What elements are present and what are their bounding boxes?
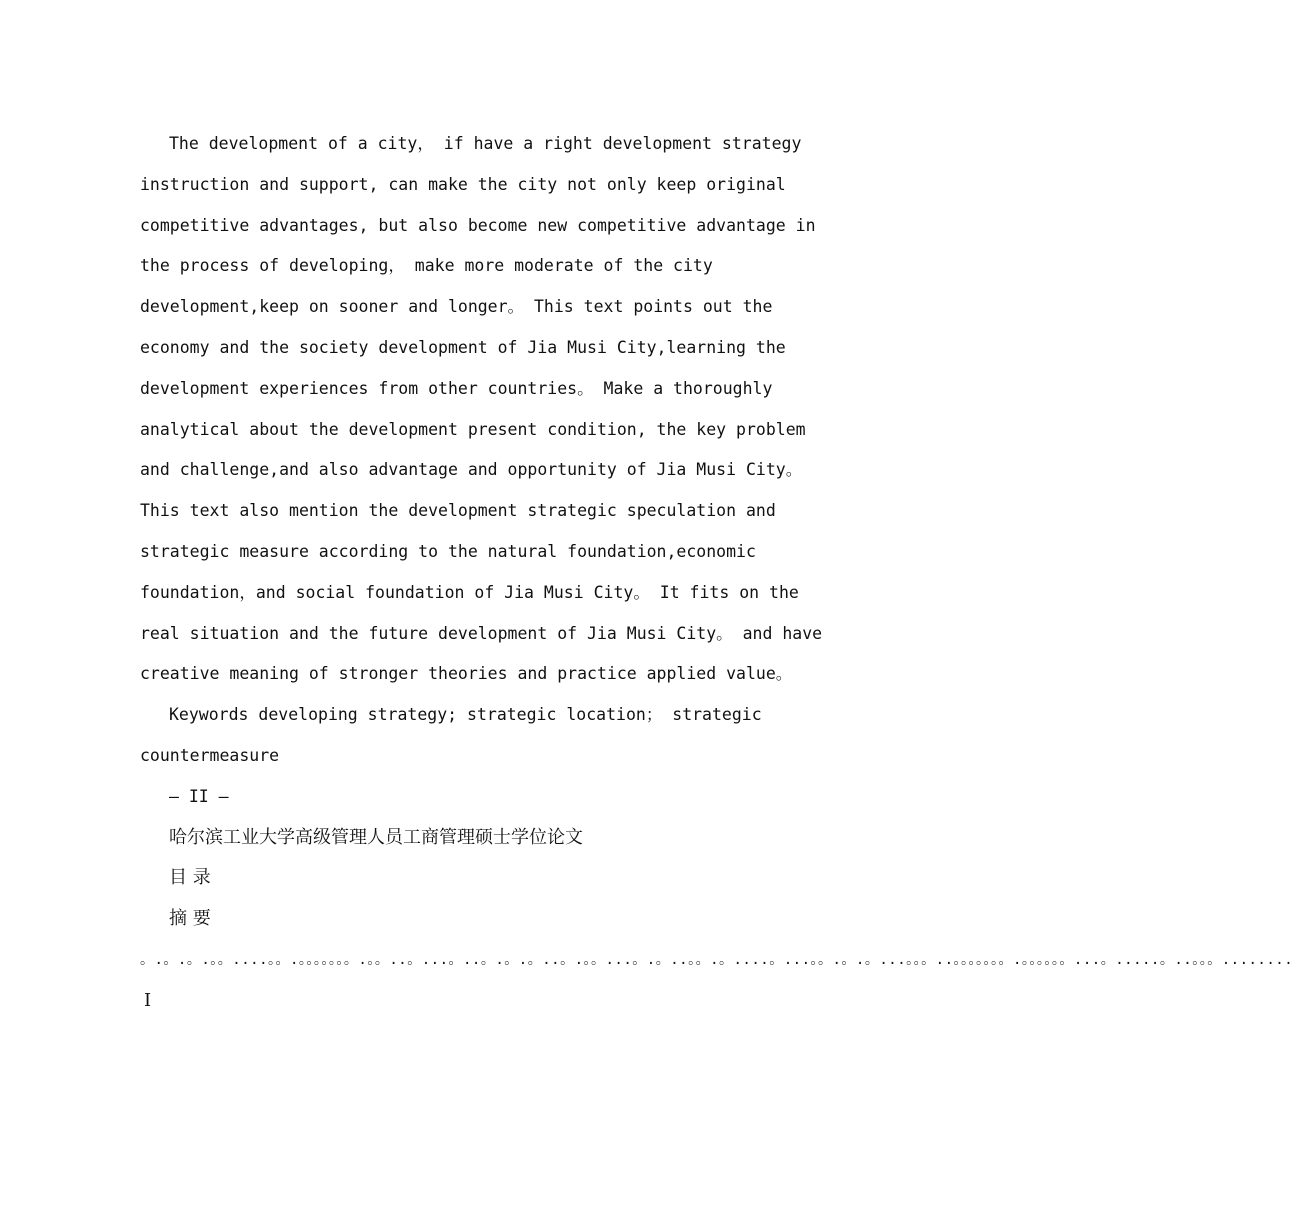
page-content — [140, 124, 1293, 1023]
keywords-line: Keywords developing strategy; strategic location； strategic countermeasure — [140, 705, 762, 765]
toc-entry-leader — [140, 940, 1293, 1023]
toc-title: 目 录 — [169, 867, 211, 889]
page-number: — II — — [169, 786, 229, 806]
thesis-header: 哈尔滨工业大学高级管理人员工商管理硕士学位论文 — [169, 826, 583, 848]
toc-entry-abstract: 摘 要 — [169, 908, 211, 930]
toc-leader-dots: 。.。.。.。。....。。.。。。。。。。.。。..。...。..。.。.。..。.。。...。.。..。。.。....。...。。.。.。...。。。..。。。。。。。.。。。。。。...。.....。..。。。........ — [140, 951, 1293, 968]
toc-entry-page: I — [144, 989, 152, 1011]
abstract-paragraph: The development of a city， if have a right development strategy instruction and support, can make the city not only keep original competitive advantages, but also become new competitive advantage in the process of developing， make more moderate of the city development,keep on sooner and longer。 This text points out the economy and the society development of Jia Musi City,learning the development experiences from other countries。 Make a thoroughly analytical about the development present condition, the key problem and challenge,and also advantage and opportunity of Jia Musi City。 This text also mention the development strategic speculation and strategic measure according to the natural foundation,economic foundation，and social foundation of Jia Musi City。 It fits on the real situation and the future development of Jia Musi City。 and have creative meaning of stronger theories and practice applied value。 — [140, 134, 823, 684]
